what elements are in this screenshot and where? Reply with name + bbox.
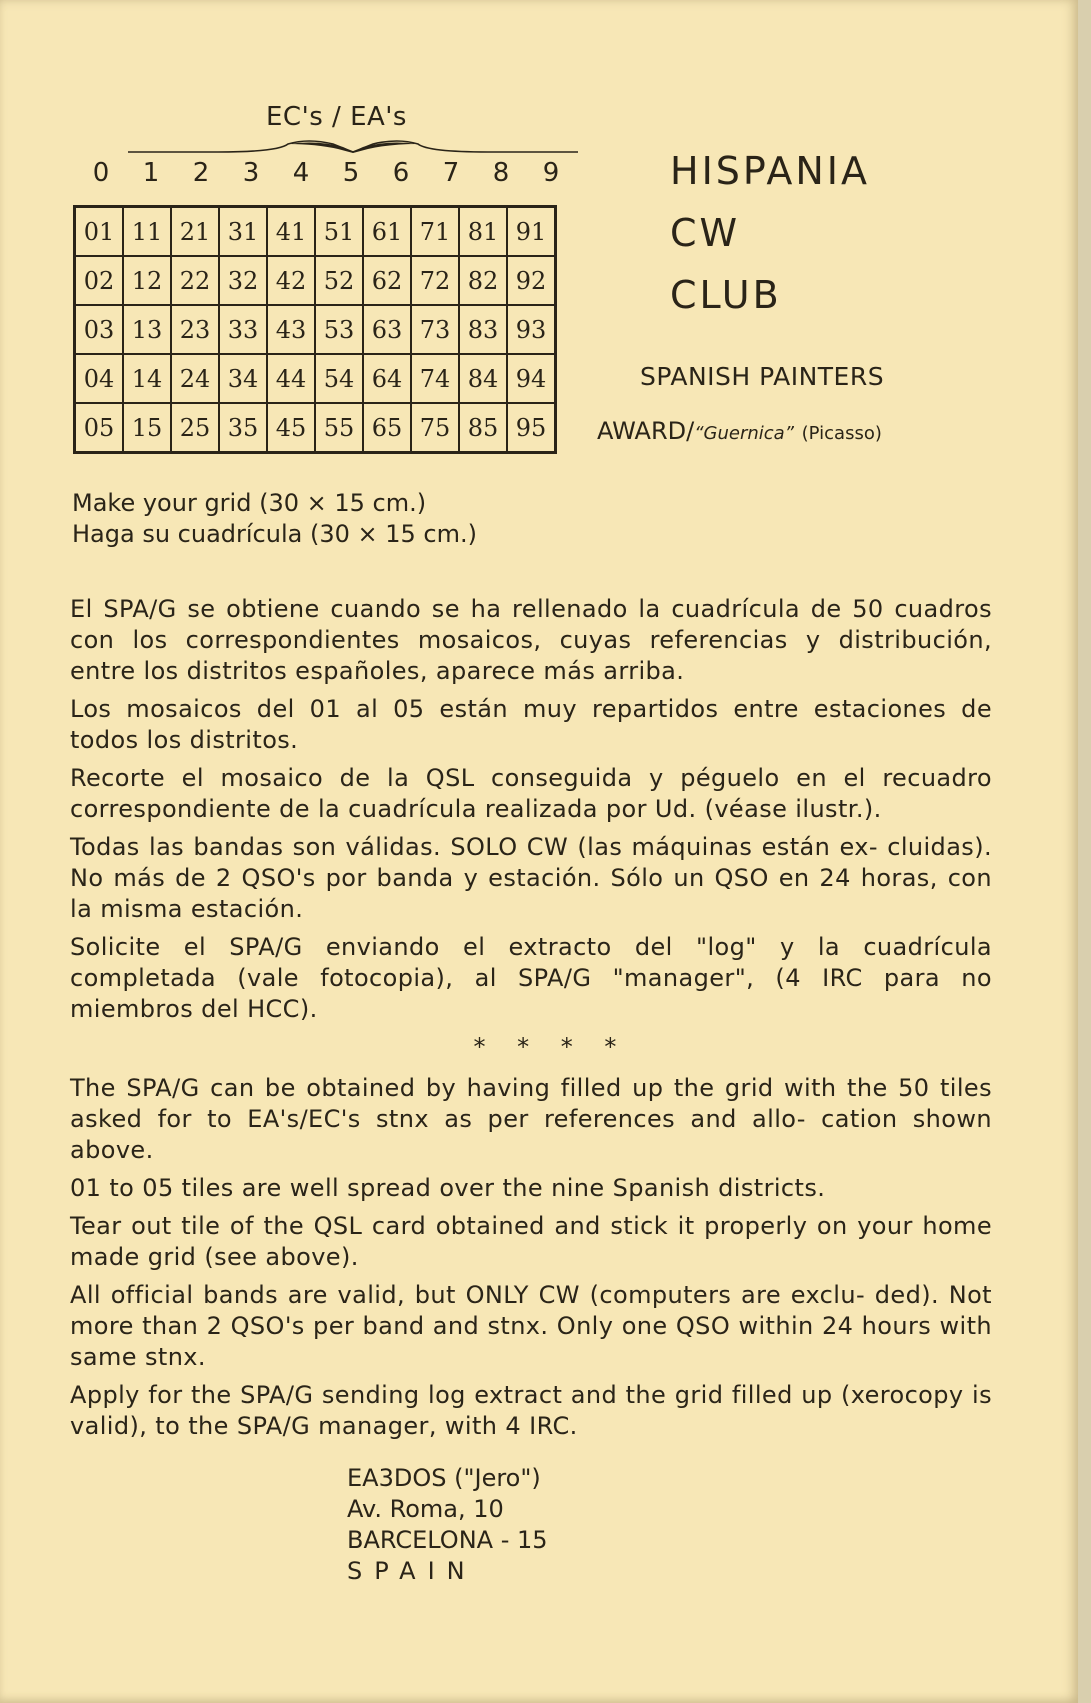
spanish-paragraph: Solicite el SPA/G enviando el extracto del "log" y la cuadrícula completada (vale fotocopia), al SPA/G "manager", (4 IRC para no miembros del HCC). xyxy=(70,933,992,1023)
column-label: 6 xyxy=(392,158,410,188)
grid-cell: 74 xyxy=(411,354,459,403)
address-street: Av. Roma, 10 xyxy=(347,1495,504,1523)
separator-stars: * * * * xyxy=(473,1033,629,1061)
grid-cell: 65 xyxy=(363,403,411,453)
column-label: 9 xyxy=(542,158,560,188)
club-name-line: CW xyxy=(670,211,741,255)
column-labels xyxy=(76,158,576,196)
award-title xyxy=(597,417,882,445)
award-subtitle: SPANISH PAINTERS xyxy=(640,362,885,391)
grid-heading: EC's / EA's xyxy=(266,102,407,132)
address-callsign: EA3DOS ("Jero") xyxy=(347,1464,541,1492)
address-city: BARCELONA - 15 xyxy=(347,1526,548,1554)
grid-note-english: Make your grid (30 × 15 cm.) xyxy=(72,489,427,517)
column-label: 5 xyxy=(342,158,360,188)
spanish-paragraph: El SPA/G se obtiene cuando se ha rellenado la cuadrícula de 50 cuadros con los correspondientes mosaicos, cuyas referencias y distribución, entre los distritos españoles, aparece más arriba. xyxy=(70,595,992,685)
grid-cell: 61 xyxy=(363,207,411,257)
club-name xyxy=(670,140,870,326)
grid-cell: 21 xyxy=(171,207,219,257)
english-paragraph: Tear out tile of the QSL card obtained and stick it properly on your home made grid (see above). xyxy=(70,1212,992,1271)
grid-cell: 24 xyxy=(171,354,219,403)
grid-cell: 71 xyxy=(411,207,459,257)
grid-cell: 43 xyxy=(267,305,315,354)
grid-cell: 34 xyxy=(219,354,267,403)
column-label: 8 xyxy=(492,158,510,188)
grid-cell: 42 xyxy=(267,256,315,305)
grid-cell: 64 xyxy=(363,354,411,403)
grid-cell: 25 xyxy=(171,403,219,453)
award-painting: “Guernica” xyxy=(694,423,795,444)
column-label: 0 xyxy=(92,158,110,188)
english-paragraph: 01 to 05 tiles are well spread over the nine Spanish districts. xyxy=(70,1174,826,1202)
grid-cell: 93 xyxy=(507,305,556,354)
grid-cell: 14 xyxy=(123,354,171,403)
grid-note-spanish: Haga su cuadrícula (30 × 15 cm.) xyxy=(72,520,477,548)
grid-cell: 32 xyxy=(219,256,267,305)
english-paragraph: Apply for the SPA/G sending log extract and the grid filled up (xerocopy is valid), to the SPA/G manager, with 4 IRC. xyxy=(70,1381,992,1440)
grid-cell: 02 xyxy=(75,256,124,305)
grid-cell: 53 xyxy=(315,305,363,354)
manager-address xyxy=(347,1463,548,1587)
grid-cell: 72 xyxy=(411,256,459,305)
club-name-line: CLUB xyxy=(670,273,782,317)
grid-row xyxy=(75,256,556,305)
english-paragraph: All official bands are valid, but ONLY CW (computers are exclu- ded). Not more than 2 QSO's per band and stnx. Only one QSO within 24 hours with same stnx. xyxy=(70,1281,992,1371)
column-label: 1 xyxy=(142,158,160,188)
grid-cell: 91 xyxy=(507,207,556,257)
column-label: 4 xyxy=(292,158,310,188)
grid-cell: 41 xyxy=(267,207,315,257)
column-label: 2 xyxy=(192,158,210,188)
rules-text xyxy=(70,594,992,1449)
spanish-paragraph: Los mosaicos del 01 al 05 están muy repartidos entre estaciones de todos los distritos. xyxy=(70,695,992,754)
grid-cell: 04 xyxy=(75,354,124,403)
grid-cell: 81 xyxy=(459,207,507,257)
grid-row xyxy=(75,305,556,354)
grid-cell: 83 xyxy=(459,305,507,354)
grid-cell: 52 xyxy=(315,256,363,305)
grid-cell: 62 xyxy=(363,256,411,305)
grid-note xyxy=(72,488,477,550)
grid-cell: 75 xyxy=(411,403,459,453)
grid-cell: 54 xyxy=(315,354,363,403)
grid-cell: 44 xyxy=(267,354,315,403)
grid-cell: 12 xyxy=(123,256,171,305)
grid-row xyxy=(75,354,556,403)
grid-cell: 45 xyxy=(267,403,315,453)
grid-cell: 63 xyxy=(363,305,411,354)
grid-cell: 11 xyxy=(123,207,171,257)
spanish-paragraph: Todas las bandas son válidas. SOLO CW (las máquinas están ex- cluidas). No más de 2 QSO's por banda y estación. Sólo un QSO en 24 horas, con la misma estación. xyxy=(70,833,992,923)
grid-cell: 23 xyxy=(171,305,219,354)
grid-cell: 22 xyxy=(171,256,219,305)
grid-row xyxy=(75,403,556,453)
award-prefix: AWARD/ xyxy=(597,417,695,445)
grid-cell: 82 xyxy=(459,256,507,305)
club-name-line: HISPANIA xyxy=(670,149,871,193)
award-painter: (Picasso) xyxy=(801,423,882,444)
spanish-paragraph: Recorte el mosaico de la QSL conseguida y péguelo en el recuadro correspondiente de la cuadrícula realizada por Ud. (véase ilustr.). xyxy=(70,764,992,823)
grid-cell: 92 xyxy=(507,256,556,305)
grid-cell: 84 xyxy=(459,354,507,403)
grid-cell: 94 xyxy=(507,354,556,403)
english-paragraph: The SPA/G can be obtained by having filled up the grid with the 50 tiles asked for to EA's/EC's stnx as per references and allo- cation shown above. xyxy=(70,1074,992,1164)
grid-cell: 01 xyxy=(75,207,124,257)
column-label: 3 xyxy=(242,158,260,188)
tile-grid xyxy=(73,205,557,454)
grid-cell: 95 xyxy=(507,403,556,453)
address-country: SPAIN xyxy=(347,1557,477,1585)
grid-cell: 03 xyxy=(75,305,124,354)
grid-cell: 33 xyxy=(219,305,267,354)
grid-cell: 51 xyxy=(315,207,363,257)
grid-cell: 13 xyxy=(123,305,171,354)
grid-cell: 73 xyxy=(411,305,459,354)
grid-cell: 85 xyxy=(459,403,507,453)
grid-cell: 55 xyxy=(315,403,363,453)
grid-cell: 15 xyxy=(123,403,171,453)
grid-cell: 35 xyxy=(219,403,267,453)
grid-row xyxy=(75,207,556,257)
column-label: 7 xyxy=(442,158,460,188)
brace-decoration xyxy=(128,138,578,160)
grid-cell: 05 xyxy=(75,403,124,453)
grid-cell: 31 xyxy=(219,207,267,257)
